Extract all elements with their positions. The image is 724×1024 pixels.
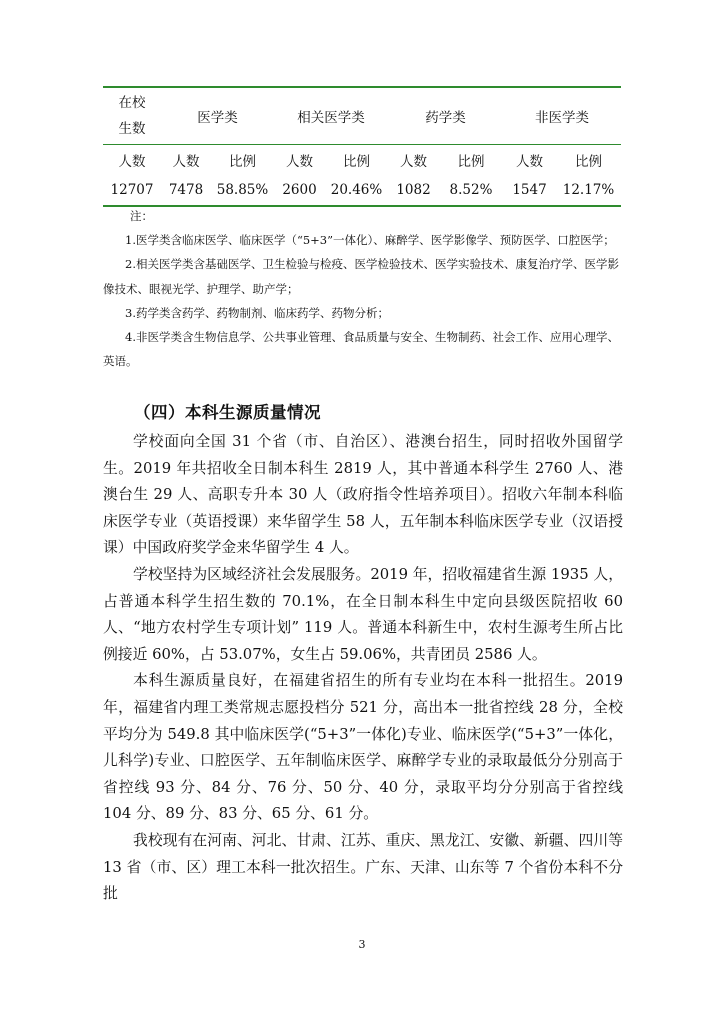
paragraph: 学校坚持为区域经济社会发展服务。2019 年，招收福建省生源 1935 人，占普通本科学生招生数的 70.1%，在全日制本科生中定向县级医院招收 60 人、“地方农村学生专项计划” 119 人。普通本科新生中，农村生源考生所占比例接近 60%，占 53.07%，女生占 59.06%，共青团员 2586 人。 [103,565,623,663]
value-cell: 1082 [388,175,439,206]
subheader-cell: 人数 [172,154,200,170]
subheader-cell: 比例 [343,154,370,170]
note-item: 4.非医学类含生物信息学、公共事业管理、食品质量与安全、生物制药、社会工作、应用心理学、英语。 [103,330,619,369]
note-item: 1.医学类含临床医学、临床医学（“5+3”一体化）、麻醉学、医学影像学、预防医学、口腔医学； [125,233,615,248]
subheader-cell: 人数 [286,154,313,170]
header-enrolled-line2: 生数 [118,121,146,137]
table-values-row [103,175,621,206]
subheader-cell: 比例 [575,154,602,170]
paragraph: 学校面向全国 31 个省（市、自治区）、港澳台招生，同时招收外国留学生。2019 年共招收全日制本科生 2819 人，其中普通本科学生 2760 人、港澳台生 29 人、高职专升本 30 人（政府指令性培养项目）。招收六年制本科临床医学专业（英语授课）来华留学生 58 人，五年制本科临床医学专业（汉语授课）中国政府奖学金来华留学生 4 人。 [103,433,623,557]
note-item: 2.相关医学类含基础医学、卫生检验与检疫、医学检验技术、医学实验技术、康复治疗学、医学影像技术、眼视光学、护理学、助产学； [103,257,619,296]
notes-label: 注： [130,209,153,223]
table-notes [103,204,623,373]
note-item: 3.药学类含药学、药物制剂、临床药学、药物分析； [125,305,389,320]
subheader-cell: 比例 [229,154,256,170]
value-cell: 1547 [503,175,556,206]
table-header-row [103,87,621,145]
subheader-cell: 人数 [516,154,543,170]
paragraph: 我校现有在河南、河北、甘肃、江苏、重庆、黑龙江、安徽、新疆、四川等 13 省（市、区）理工本科一批次招生。广东、天津、山东等 7 个省份本科不分批 [103,831,623,903]
header-enrolled [103,87,161,145]
value-cell: 7478 [161,175,211,206]
paragraph: 本科生源质量良好，在福建省招生的所有专业均在本科一批招生。2019 年，福建省内理工类常规志愿投档分 521 分，高出本一批省控线 28 分，全校平均分为 549.8 其中临床医学(“5+3”一体化)专业、临床医学(“5+3”一体化，儿科学)专业、口腔医学、五年制临床医学、麻醉学专业的录取最低分分别高于省控线 93 分、84 分、76 分、50 分、40 分，录取平均分分别高于省控线 104 分、89 分、83 分、65 分、61 分。 [103,672,623,823]
value-cell: 12707 [103,175,161,206]
section-heading: （四）本科生源质量情况 [134,403,321,422]
body-text [103,429,623,908]
header-enrolled-line1: 在校 [118,95,146,111]
subheader-cell: 人数 [118,154,146,170]
header-pharmacy: 药学类 [388,87,503,145]
header-related-medical: 相关医学类 [274,87,388,145]
page-number: 3 [358,938,366,951]
enrollment-table [103,86,621,207]
value-cell: 8.52% [439,175,503,206]
value-cell: 58.85% [211,175,274,206]
value-cell: 20.46% [325,175,388,206]
value-cell: 12.17% [556,175,621,206]
header-non-medical: 非医学类 [503,87,621,145]
subheader-cell: 比例 [457,154,485,170]
header-medical: 医学类 [161,87,274,145]
table-subheader-row [103,145,621,176]
value-cell: 2600 [274,175,325,206]
subheader-cell: 人数 [400,154,427,170]
